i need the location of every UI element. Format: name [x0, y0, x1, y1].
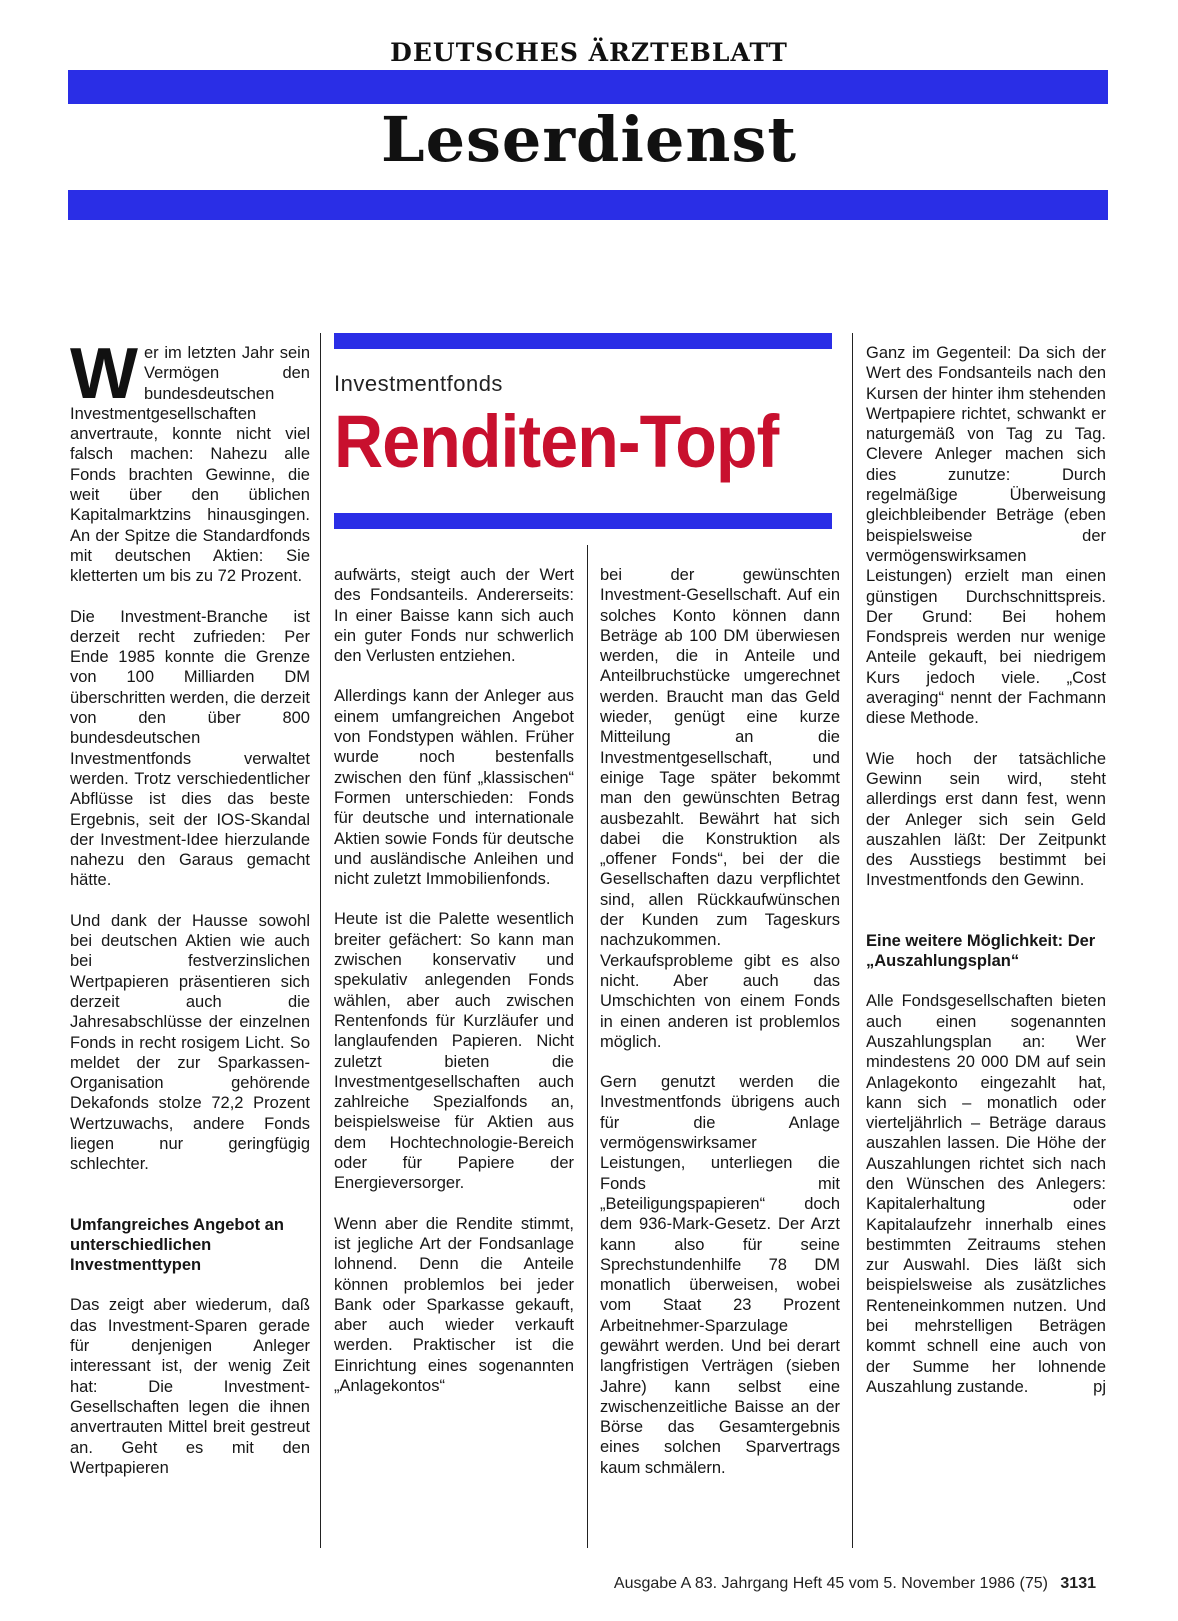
- paragraph: [70, 334, 310, 587]
- paragraph: Die Investment-Branche ist derzeit recht zufrieden: Per Ende 1985 konnte die Grenze von 100 Milliarden DM überschritten werden, die derzeit von den über 800 bundesdeutschen Investmentfonds verwaltet werden. Trotz verschiedentlicher Abflüsse ist dies das beste Ergebnis, seit der IOS-Skandal der Investment-Idee hierzulande nahezu den Garaus gemacht hätte.: [70, 607, 310, 890]
- bottom-blue-band: [68, 190, 1108, 220]
- paragraph: Gern genutzt werden die Investmentfonds übrigens auch für die Anlage vermögenswirksamer Leistungen, unterliegen die Fonds mit „Beteiligungspapieren“ doch dem 936-Mark-Gesetz. Der Arzt kann also für seine Sprechstundenhilfe 78 DM monatlich überweisen, wobei vom Staat 23 Prozent Arbeitnehmer-Sparzulage gewährt werden. Und bei derart langfristigen Verträgen (sieben Jahre) kann selbst eine zwischenzeitliche Baisse an der Börse das Gesamtergebnis eines solchen Sparvertrags kaum schmälern.: [600, 1073, 840, 1477]
- paragraph: Wie hoch der tatsächliche Gewinn sein wird, steht allerdings erst dann fest, wenn der Anleger sich sein Geld auszahlen läßt: Der Zeitpunkt des Ausstiegs bestimmt bei Investmentfonds den Gewinn.: [866, 749, 1106, 890]
- headline: Renditen-Topf: [334, 400, 779, 483]
- author-signature: pj: [1093, 1377, 1106, 1396]
- column-rule: [320, 333, 321, 1548]
- page-footer: [0, 1575, 1096, 1593]
- subheading: Eine weitere Möglichkeit: Der „Auszahlungsplan“: [866, 931, 1096, 971]
- subheading: Umfangreiches Angebot an unterschiedlichen Investmenttypen: [70, 1215, 284, 1275]
- headline-bottom-bar: [334, 513, 832, 529]
- headline-top-bar: [334, 333, 832, 349]
- column-rule: [587, 545, 588, 1548]
- paragraph: [866, 991, 1106, 1397]
- paragraph: aufwärts, steigt auch der Wert des Fondsanteils. Andererseits: In einer Baisse kann sich auch ein guter Fonds nur schwerlich den Verlusten entziehen.: [334, 566, 574, 666]
- masthead: DEUTSCHES ÄRZTEBLATT: [390, 38, 788, 67]
- paragraph-text: Alle Fondsgesellschaften bieten auch einen sogenannten Auszahlungsplan an: Wer mindestens 20 000 DM auf sein Anlagekonto eingezahlt hat, kann sich – monatlich oder vierteljährlich – Beträge daraus auszahlen lassen. Die Höhe der Auszahlungen richtet sich nach den Wünschen des Anlegers: Kapitalerhaltung oder Kapitalaufzehr innerhalb eines bestimmten Zeitraums stehen zur Auswahl. Dies läßt sich beispielsweise als zusätzliches Renteneinkommen nutzen. Und bei mehrstelligen Beträgen kommt schnell eine auch von der Summe her lohnende Auszahlung zustande.: [866, 992, 1106, 1396]
- section-title: Leserdienst: [380, 103, 798, 176]
- column-4: [866, 343, 1106, 1417]
- paragraph: Heute ist die Palette wesentlich breiter gefächert: So kann man zwischen konservativ und spekulativ anlegenden Fonds wählen, aber auch zwischen Rentenfonds für Kurzläufer und langlaufenden Papieren. Nicht zuletzt bieten die Investmentgesellschaften auch zahlreiche Spezialfonds an, beispielsweise für Aktien aus dem Hochtechnologie-Bereich oder für Papiere der Energieversorger.: [334, 910, 574, 1193]
- column-2: [334, 565, 574, 1416]
- paragraph: Allerdings kann der Anleger aus einem umfangreichen Angebot von Fondstypen wählen. Früher wurde noch bestenfalls zwischen den fünf „klassischen“ Formen unterschieden: Fonds für deutsche und internationale Aktien sowie Fonds für deutsche und ausländische Anleihen und nicht zuletzt Immobilienfonds.: [334, 687, 574, 889]
- paragraph: bei der gewünschten Investment-Gesellschaft. Auf ein solches Konto können dann Beträge ab 100 DM überwiesen werden, die in Anteile und Anteilbruchstücke umgerechnet werden. Braucht man das Geld wieder, genügt eine kurze Mitteilung an die Investmentgesellschaft, und einige Tage später bekommt man den gewünschten Betrag ausbezahlt. Bewährt hat sich dabei die Konstruktion als „offener Fonds“, bei der die Gesellschaften dazu verpflichtet sind, allen Rückkaufwünschen der Kunden zum Tageskurs nachzukommen. Verkaufsprobleme gibt es also nicht. Aber auch das Umschichten von einem Fonds in einen anderen ist problemlos möglich.: [600, 566, 840, 1051]
- page-number: 3131: [1060, 1575, 1096, 1592]
- paragraph: Das zeigt aber wiederum, daß das Investment-Sparen gerade für denjenigen Anleger interessant ist, der wenig Zeit hat: Die Investment-Gesellschaften legen die ihnen anvertrauten Mittel breit gestreut an. Geht es mit den Wertpapieren: [70, 1296, 310, 1477]
- top-blue-band: [68, 70, 1108, 104]
- column-3: [600, 565, 840, 1498]
- column-rule: [852, 333, 853, 1548]
- kicker: Investmentfonds: [334, 371, 503, 396]
- headline-box: [334, 333, 832, 533]
- paragraph: Ganz im Gegenteil: Da sich der Wert des Fondsanteils nach den Kursen der hinter ihm stehenden Wertpapiere richtet, schwankt er naturgemäß von Tag zu Tag. Clevere Anleger machen sich dies zunutze: Durch regelmäßige Überweisung gleichbleibender Beträge (eben beispielsweise der vermögenswirksamen Leistungen) erzielt man einen günstigen Durchschnittspreis. Der Grund: Bei hohem Fondspreis werden nur wenige Anteile gekauft, bei niedrigem Kurs jedoch viele. „Cost averaging“ nennt der Fachmann diese Methode.: [866, 344, 1106, 728]
- column-1: [70, 334, 310, 1498]
- paragraph-text: er im letzten Jahr sein Vermögen den bundesdeutschen Investmentgesellschaften anvertraute, konnte nicht viel falsch machen: Nahezu alle Fonds brachten Gewinne, die weit über den üblichen Kapitalmarktzins hinausgingen. An der Spitze die Standardfonds mit deutschen Aktien: Sie kletterten um bis zu 72 Prozent.: [70, 344, 310, 586]
- paragraph: Wenn aber die Rendite stimmt, ist jegliche Art der Fondsanlage lohnend. Denn die Anteile können problemlos bei jeder Bank oder Sparkasse gekauft, aber auch wieder verkauft werden. Praktischer ist die Einrichtung eines sogenannten „Anlagekontos“: [334, 1214, 574, 1395]
- drop-cap: W: [70, 334, 138, 414]
- issue-info: Ausgabe A 83. Jahrgang Heft 45 vom 5. November 1986 (75): [613, 1575, 1048, 1592]
- paragraph: Und dank der Hausse sowohl bei deutschen Aktien wie auch bei festverzinslichen Wertpapieren präsentieren sich derzeit auch die Jahresabschlüsse der einzelnen Fonds in recht rosigem Licht. So meldet der zur Sparkassen-Organisation gehörende Dekafonds stolze 72,2 Prozent Wertzuwachs, andere Fonds liegen nur geringfügig schlechter.: [70, 911, 310, 1174]
